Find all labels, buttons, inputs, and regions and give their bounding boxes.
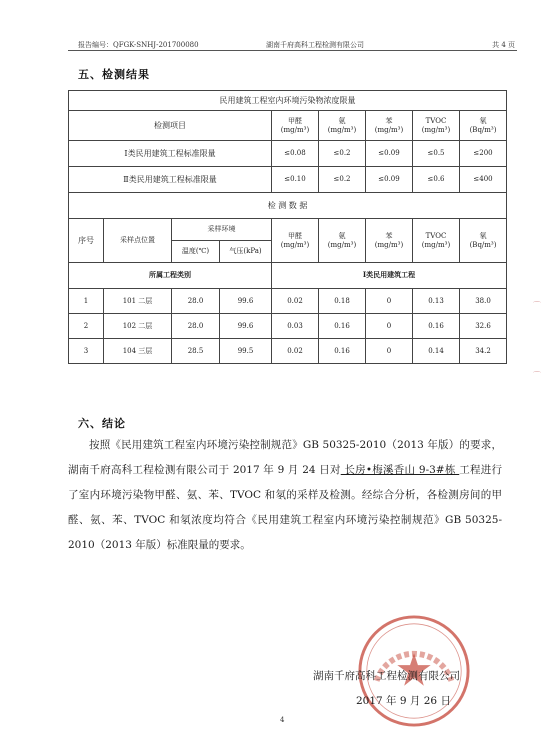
table-row: 2 102 二层 28.0 99.6 0.03 0.16 0 0.16 32.6 bbox=[69, 314, 507, 339]
category-label: 所属工程类别 bbox=[69, 263, 272, 289]
table-row: 3 104 三层 28.5 99.5 0.02 0.16 0 0.14 34.2 bbox=[69, 339, 507, 364]
section-title-conclusion: 六、结论 bbox=[78, 417, 126, 430]
margin-stamp-mark: ⌒ bbox=[533, 301, 541, 310]
section-title-results: 五、检测结果 bbox=[78, 68, 150, 81]
col-temp: 温度(℃) bbox=[172, 241, 220, 263]
pollutant-header: 氡 (Bq/m³) bbox=[460, 111, 507, 141]
page-count: 共 4 页 bbox=[492, 41, 515, 49]
pollutant-header: 氨 (mg/m³) bbox=[319, 111, 366, 141]
pollutant-header: 苯 (mg/m³) bbox=[366, 111, 413, 141]
pollutant-header: 氨 (mg/m³) bbox=[319, 219, 366, 263]
col-location: 采样点位置 bbox=[104, 219, 172, 263]
item-label: 检测项目 bbox=[69, 111, 272, 141]
data-title: 检 测 数 据 bbox=[69, 193, 507, 219]
signature-date: 2017 年 9 月 26 日 bbox=[356, 695, 451, 707]
page-number: 4 bbox=[280, 716, 285, 724]
col-pressure: 气压(kPa) bbox=[220, 241, 272, 263]
header-company: 湖南千府高科工程检测有限公司 bbox=[266, 41, 364, 49]
col-env: 采样环境 bbox=[172, 219, 272, 241]
pollutant-header: 甲醛 (mg/m³) bbox=[272, 219, 319, 263]
pollutant-header: 氡 (Bq/m³) bbox=[460, 219, 507, 263]
category-value: Ⅰ类民用建筑工程 bbox=[272, 263, 507, 289]
limit-row: Ⅰ类民用建筑工程标准限量 ≤0.08 ≤0.2 ≤0.09 ≤0.5 ≤200 bbox=[69, 141, 507, 167]
project-name: 长房•梅溪香山 9-3#栋 bbox=[340, 464, 460, 476]
table-row: 1 101 二层 28.0 99.6 0.02 0.18 0 0.13 38.0 bbox=[69, 289, 507, 314]
pollutant-header: 苯 (mg/m³) bbox=[366, 219, 413, 263]
limit-row: Ⅱ类民用建筑工程标准限量 ≤0.10 ≤0.2 ≤0.09 ≤0.6 ≤400 bbox=[69, 167, 507, 193]
conclusion-paragraph: 按照《民用建筑工程室内环境污染控制规范》GB 50325-2010（2013 年版）的要求，湖南千府高科工程检测有限公司于 2017 年 9 月 24 日对 长房•梅溪香山 9-3#栋 工程进行了室内环境污染物甲醛、氨、苯、TVOC 和氡的采样及检测。经综合分析，各检测房间的甲醛、氨、苯、TVOC 和氡浓度均符合《民用建筑工程室内环境污染控制规范》GB 50325-2010（2013 年版）标准限量的要求。 bbox=[68, 439, 502, 551]
pollutant-header: TVOC (mg/m³) bbox=[413, 111, 460, 141]
signature-company: 湖南千府高科工程检测有限公司 bbox=[313, 670, 460, 682]
pollutant-header: TVOC (mg/m³) bbox=[413, 219, 460, 263]
col-no: 序号 bbox=[69, 219, 104, 263]
pollutant-header: 甲醛 (mg/m³) bbox=[272, 111, 319, 141]
limits-caption: 民用建筑工程室内环境污染物浓度限量 bbox=[69, 91, 507, 111]
results-table bbox=[68, 90, 507, 364]
report-number: 报告编号：QFGK-SNHJ-201700080 bbox=[78, 41, 199, 49]
margin-stamp-mark: ⌒ bbox=[533, 371, 541, 380]
page-header bbox=[68, 38, 517, 51]
